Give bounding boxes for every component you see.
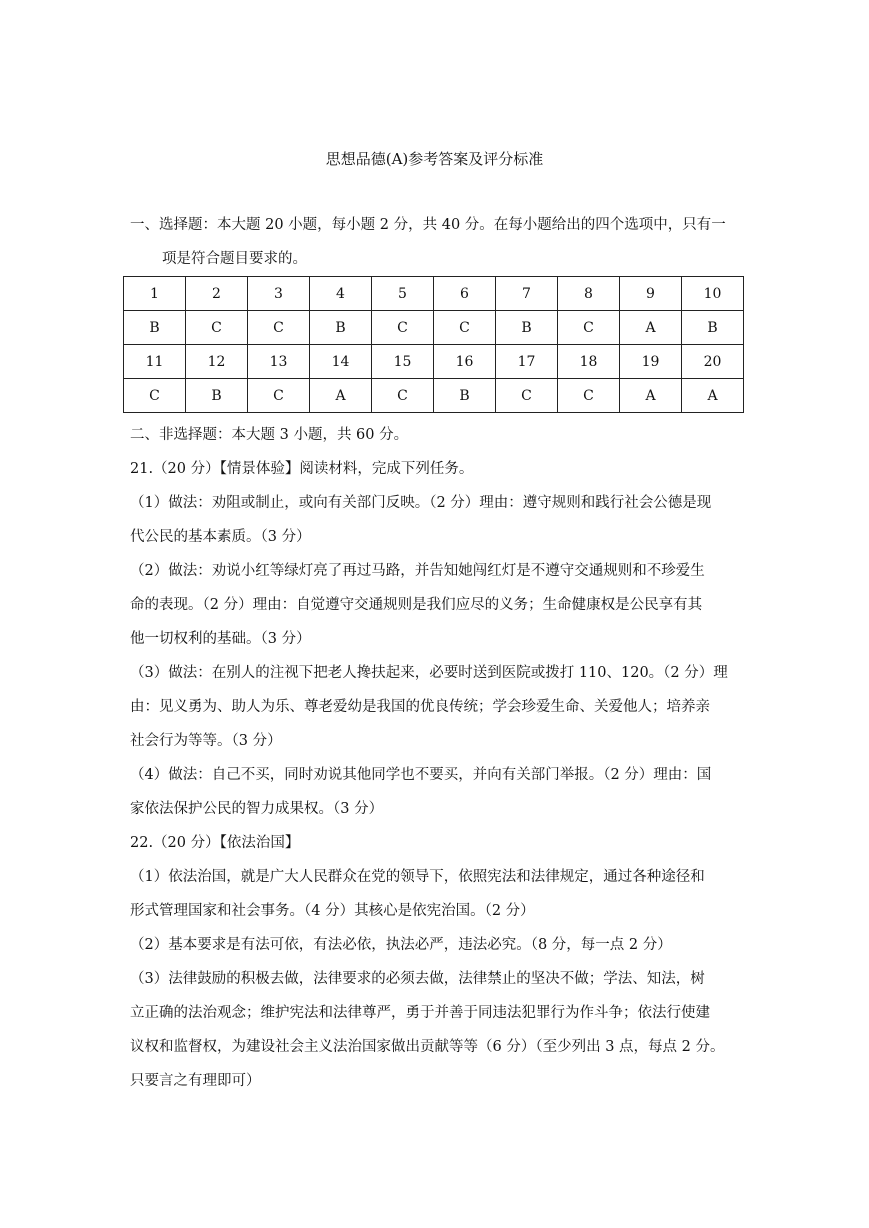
question-number-cell: 17 xyxy=(496,345,558,379)
question-number-cell: 12 xyxy=(186,345,248,379)
q22-p3-line4: 只要言之有理即可） xyxy=(130,1073,261,1089)
answer-cell: A xyxy=(682,379,744,413)
q22-p1-line2: 形式管理国家和社会事务。（4 分）其核心是依宪治国。（2 分） xyxy=(130,903,535,919)
answer-cell: C xyxy=(372,311,434,345)
q21-p2-line1: （2）做法：劝说小红等绿灯亮了再过马路，并告知她闯红灯是不遵守交通规则和不珍爱生 xyxy=(130,563,705,579)
answer-cell: B xyxy=(186,379,248,413)
answer-row xyxy=(124,311,744,345)
answer-row xyxy=(124,379,744,413)
q21-p4-line1: （4）做法：自己不买，同时劝说其他同学也不要买，并向有关部门举报。（2 分）理由：国 xyxy=(130,767,712,783)
answer-cell: C xyxy=(496,379,558,413)
question-number-cell: 3 xyxy=(248,277,310,311)
answer-cell: A xyxy=(620,379,682,413)
q21-p2-line2: 命的表现。（2 分）理由：自觉遵守交通规则是我们应尽的义务；生命健康权是公民享有其 xyxy=(130,597,703,613)
q21-heading: 21.（20 分）【情景体验】阅读材料，完成下列任务。 xyxy=(130,461,474,477)
answer-cell: C xyxy=(124,379,186,413)
question-number-cell: 6 xyxy=(434,277,496,311)
q21-p3-line1: （3）做法：在别人的注视下把老人搀扶起来，必要时送到医院或拨打 110、120。（2 分）理 xyxy=(130,665,728,681)
answer-cell: C xyxy=(558,379,620,413)
section2-heading: 二、非选择题：本大题 3 小题，共 60 分。 xyxy=(130,427,409,443)
q22-p3-line1: （3）法律鼓励的积极去做，法律要求的必须去做，法律禁止的坚决不做；学法、知法，树 xyxy=(130,971,705,987)
q21-p1-line1: （1）做法：劝阻或制止，或向有关部门反映。（2 分）理由：遵守规则和践行社会公德是现 xyxy=(130,495,712,511)
question-number-row xyxy=(124,277,744,311)
question-number-cell: 19 xyxy=(620,345,682,379)
question-number-cell: 18 xyxy=(558,345,620,379)
q21-p3-line2: 由：见义勇为、助人为乐、尊老爱幼是我国的优良传统；学会珍爱生命、关爱他人；培养亲 xyxy=(130,699,710,715)
answer-cell: B xyxy=(124,311,186,345)
answer-cell: C xyxy=(248,311,310,345)
section1-instructions xyxy=(130,208,742,276)
answer-cell: C xyxy=(248,379,310,413)
section1-line2: 项是符合题目要求的。 xyxy=(162,251,307,267)
q22-p2-line1: （2）基本要求是有法可依，有法必依，执法必严，违法必究。（8 分，每一点 2 分） xyxy=(130,937,672,953)
question-number-cell: 10 xyxy=(682,277,744,311)
answer-cell: C xyxy=(186,311,248,345)
question-number-cell: 4 xyxy=(310,277,372,311)
question-number-cell: 9 xyxy=(620,277,682,311)
answer-cell: B xyxy=(434,379,496,413)
answer-cell: A xyxy=(310,379,372,413)
question-number-cell: 20 xyxy=(682,345,744,379)
q22-heading: 22.（20 分）【依法治国】 xyxy=(130,835,300,851)
question-number-row xyxy=(124,345,744,379)
question-number-cell: 15 xyxy=(372,345,434,379)
question-number-cell: 11 xyxy=(124,345,186,379)
q21-p3-line3: 社会行为等等。（3 分） xyxy=(130,733,282,749)
section1-line1: 一、选择题：本大题 20 小题，每小题 2 分，共 40 分。在每小题给出的四个选项中，只有一 xyxy=(130,217,726,233)
question-number-cell: 5 xyxy=(372,277,434,311)
answer-cell: A xyxy=(620,311,682,345)
question-number-cell: 8 xyxy=(558,277,620,311)
answer-cell: C xyxy=(434,311,496,345)
page-title: 思想品德(A)参考答案及评分标准 xyxy=(325,150,544,168)
answer-cell: B xyxy=(496,311,558,345)
q21-p2-line3: 他一切权利的基础。（3 分） xyxy=(130,631,311,647)
answer-cell: C xyxy=(558,311,620,345)
question-number-cell: 7 xyxy=(496,277,558,311)
answer-cell: C xyxy=(372,379,434,413)
answer-table xyxy=(123,276,744,413)
question-number-cell: 16 xyxy=(434,345,496,379)
q21-p1-line2: 代公民的基本素质。（3 分） xyxy=(130,529,311,545)
q21-p4-line2: 家依法保护公民的智力成果权。（3 分） xyxy=(130,801,384,817)
question-number-cell: 13 xyxy=(248,345,310,379)
answer-cell: B xyxy=(682,311,744,345)
q22-p3-line3: 议权和监督权，为建设社会主义法治国家做出贡献等等（6 分）（至少列出 3 点，每点 2 分。 xyxy=(130,1039,725,1055)
q22-p3-line2: 立正确的法治观念；维护宪法和法律尊严，勇于并善于同违法犯罪行为作斗争；依法行使建 xyxy=(130,1005,710,1021)
question-number-cell: 14 xyxy=(310,345,372,379)
q22-p1-line1: （1）依法治国，就是广大人民群众在党的领导下，依照宪法和法律规定，通过各种途径和 xyxy=(130,869,705,885)
question-number-cell: 2 xyxy=(186,277,248,311)
answer-cell: B xyxy=(310,311,372,345)
question-number-cell: 1 xyxy=(124,277,186,311)
